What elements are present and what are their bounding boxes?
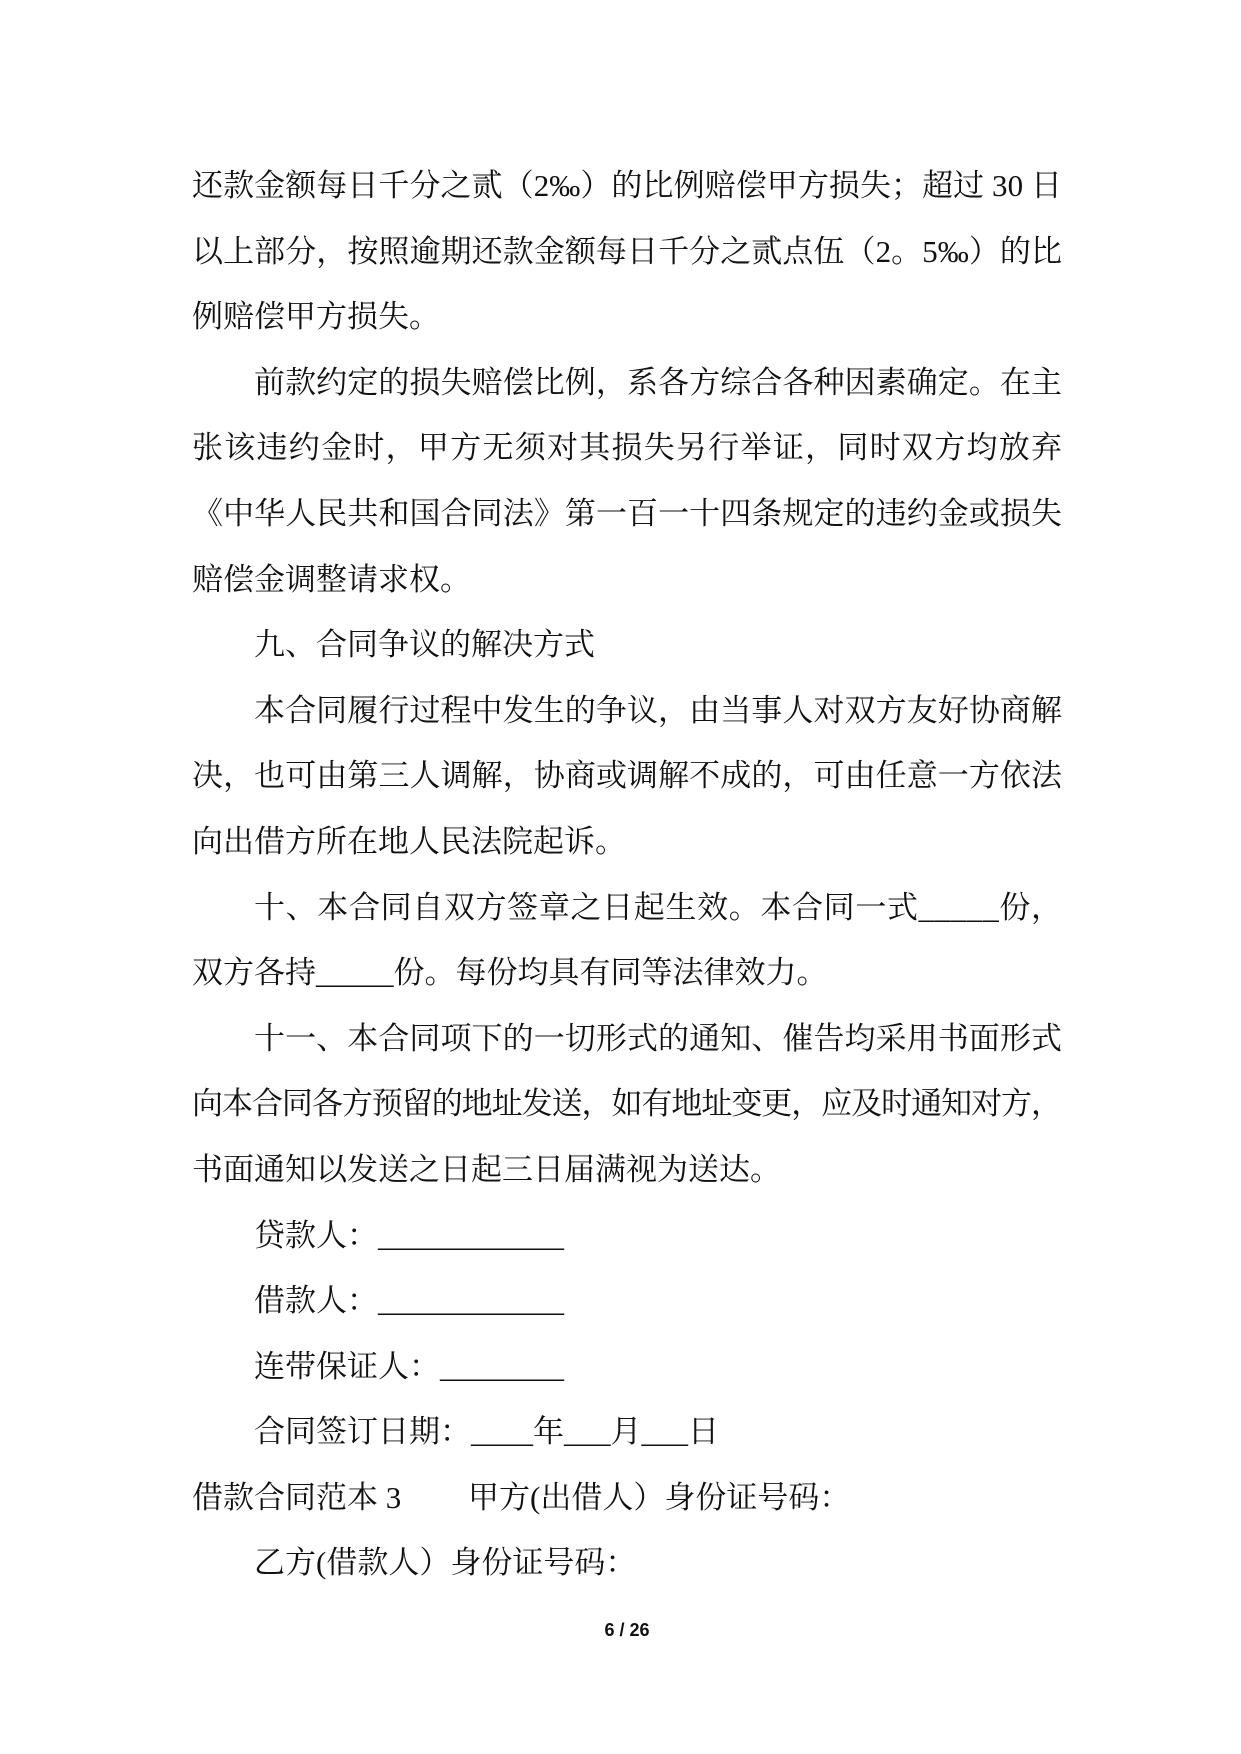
paragraph-late-payment-penalty — [192, 153, 1062, 350]
next-contract-header-line — [192, 1465, 1062, 1531]
paragraph-effectiveness — [192, 875, 1062, 1006]
paragraph-line: 例赔偿甲方损失。 — [192, 299, 440, 335]
paragraph-dispute-resolution — [192, 678, 1062, 875]
paragraph-line: 本合同履行过程中发生的争议，由当事人对双方友好协商解 — [254, 692, 1063, 728]
paragraph-penalty-waiver — [192, 350, 1062, 612]
section-heading-dispute-resolution — [192, 612, 1062, 678]
paragraph-line: 向本合同各方预留的地址发送，如有地址变更，应及时通知对方， — [192, 1086, 1061, 1122]
paragraph-line: 决，也可由第三人调解，协商或调解不成的，可由任意一方依法 — [192, 758, 1063, 794]
lender-signature-line: 贷款人：____________ — [254, 1217, 564, 1253]
page-number: 6 / 26 — [604, 1620, 650, 1640]
section-heading: 九、合同争议的解决方式 — [254, 627, 595, 663]
borrower-signature-line: 借款人：____________ — [254, 1283, 564, 1319]
signing-date-line: 合同签订日期：____年___月___日 — [254, 1414, 719, 1450]
paragraph-line: 前款约定的损失赔偿比例，系各方综合各种因素确定。在主 — [254, 364, 1063, 400]
paragraph-line: 书面通知以发送之日起三日届满视为送达。 — [192, 1151, 781, 1187]
signature-block — [192, 1203, 1062, 1465]
paragraph-line: 十、本合同自双方签章之日起生效。本合同一式_____份， — [254, 889, 1063, 925]
paragraph-line: 以上部分，按照逾期还款金额每日千分之贰点伍（2。5‰）的比 — [192, 233, 1063, 269]
paragraph-line: 十一、本合同项下的一切形式的通知、催告均采用书面形式 — [254, 1020, 1063, 1056]
paragraph-line: 张该违约金时，甲方无须对其损失另行举证，同时双方均放弃 — [192, 430, 1064, 466]
paragraph-line: 双方各持_____份。每份均具有同等法律效力。 — [192, 955, 828, 991]
contract-template-title: 借款合同范本 3 — [192, 1479, 402, 1515]
paragraph-notices — [192, 1006, 1062, 1203]
paragraph-line: 还款金额每日千分之贰（2‰）的比例赔偿甲方损失；超过 30 日 — [192, 168, 1063, 203]
next-contract-block — [192, 1465, 1062, 1596]
guarantor-signature-line: 连带保证人：________ — [254, 1348, 564, 1384]
paragraph-line: 向出借方所在地人民法院起诉。 — [192, 823, 626, 859]
paragraph-line: 赔偿金调整请求权。 — [192, 561, 471, 597]
party-a-id-line: 甲方(出借人）身份证号码： — [468, 1479, 851, 1515]
party-b-id-line: 乙方(借款人）身份证号码： — [254, 1545, 637, 1581]
paragraph-line: 《中华人民共和国合同法》第一百一十四条规定的违约金或损失 — [192, 495, 1063, 531]
document-body — [192, 153, 1062, 1596]
